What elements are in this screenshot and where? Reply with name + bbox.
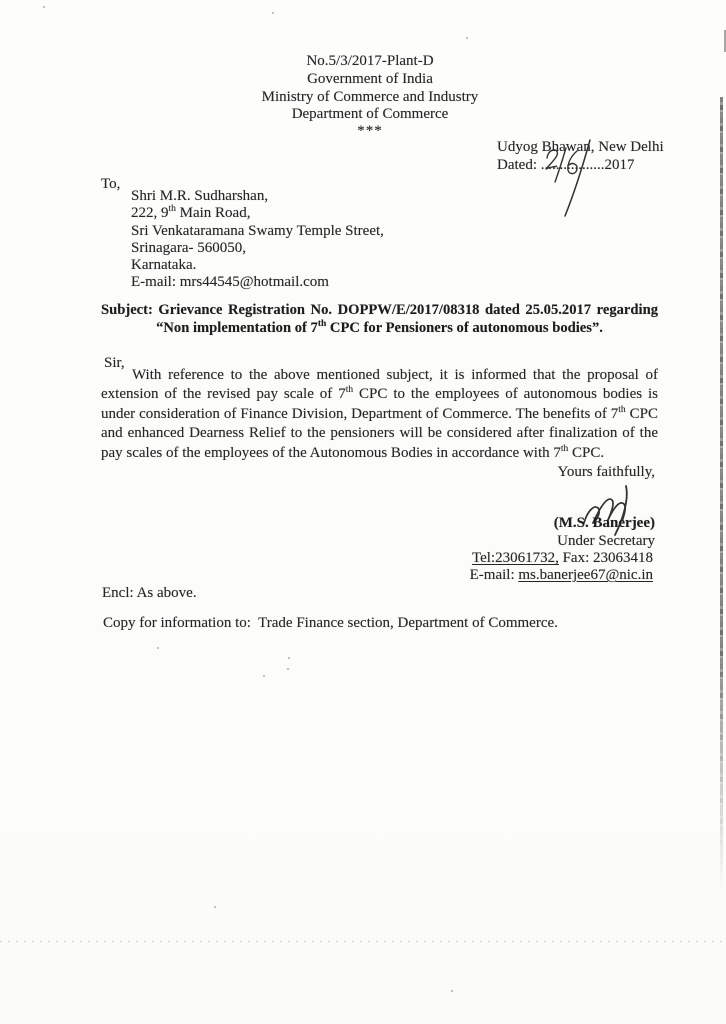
letter-salutation: Sir,	[104, 355, 125, 371]
scan-speck	[157, 647, 159, 649]
recipient-address	[131, 188, 384, 292]
scan-speck	[287, 668, 289, 670]
date-line: Dated: .................2017	[497, 156, 635, 173]
signatory-email: E-mail: ms.banerjee67@nic.in	[469, 567, 653, 583]
reference-number: No.5/3/2017-Plant-D	[306, 53, 434, 69]
scan-edge-dash	[724, 30, 726, 52]
subject-line-2: “Non implementation of 7th CPC for Pensioners of autonomous bodies”.	[156, 318, 603, 336]
org-line-ministry: Ministry of Commerce and Industry	[261, 88, 479, 105]
recipient-city: Srinagara- 560050,	[131, 239, 246, 256]
signatory-tel-fax: Tel:23061732, Fax: 23063418	[471, 550, 653, 566]
recipient-state: Karnataka.	[131, 257, 197, 273]
copy-for-information-line: Copy for information to: Trade Finance section, Department of Commerce.	[103, 615, 558, 631]
scan-speck	[263, 675, 265, 677]
place-line: Udyog Bhawan, New Delhi	[497, 139, 664, 155]
letter-body-paragraph: With reference to the above mentioned subject, it is informed that the proposal of extension of the revised pay scale of 7th CPC to the employees of autonomous bodies is under consideration of Finance Division, Department of Commerce. The benefits of 7th CPC and enhanced Dearness Relief to the pensioners will be considered after finalization of the pay scales of the employees of the Autonomous Bodies in accordance with 7th CPC.	[101, 367, 658, 461]
fold-crease-line	[0, 941, 726, 942]
subject-line-1: Subject: Grievance Registration No. DOPPW/E/2017/08318 dated 25.05.2017 regarding	[101, 302, 658, 318]
recipient-email: E-mail: mrs44545@hotmail.com	[131, 274, 329, 291]
org-line-department: Department of Commerce	[291, 106, 449, 123]
subject-block	[101, 302, 658, 337]
scan-speck	[288, 657, 290, 659]
signatory-name: (M.S. Banerjee)	[553, 515, 655, 531]
scan-speck	[451, 990, 453, 992]
scan-speck	[214, 906, 216, 908]
recipient-name: Shri M.R. Sudharshan,	[131, 188, 269, 204]
recipient-salutation: To,	[101, 176, 121, 192]
enclosure-line: Encl: As above.	[102, 585, 197, 601]
org-line-government: Government of India	[307, 70, 433, 87]
signatory-title: Under Secretary	[557, 533, 655, 549]
scan-edge-line	[720, 97, 723, 892]
closing-line: Yours faithfully,	[557, 464, 655, 480]
recipient-street1: 222, 9th Main Road,	[131, 204, 251, 222]
handwritten-date	[535, 136, 610, 221]
scan-speck	[43, 6, 45, 8]
letterhead	[0, 53, 726, 138]
scan-speck	[466, 37, 468, 39]
separator-stars: ***	[357, 123, 383, 140]
scan-speck	[272, 12, 274, 14]
recipient-street2: Sri Venkataramana Swamy Temple Street,	[131, 222, 384, 239]
